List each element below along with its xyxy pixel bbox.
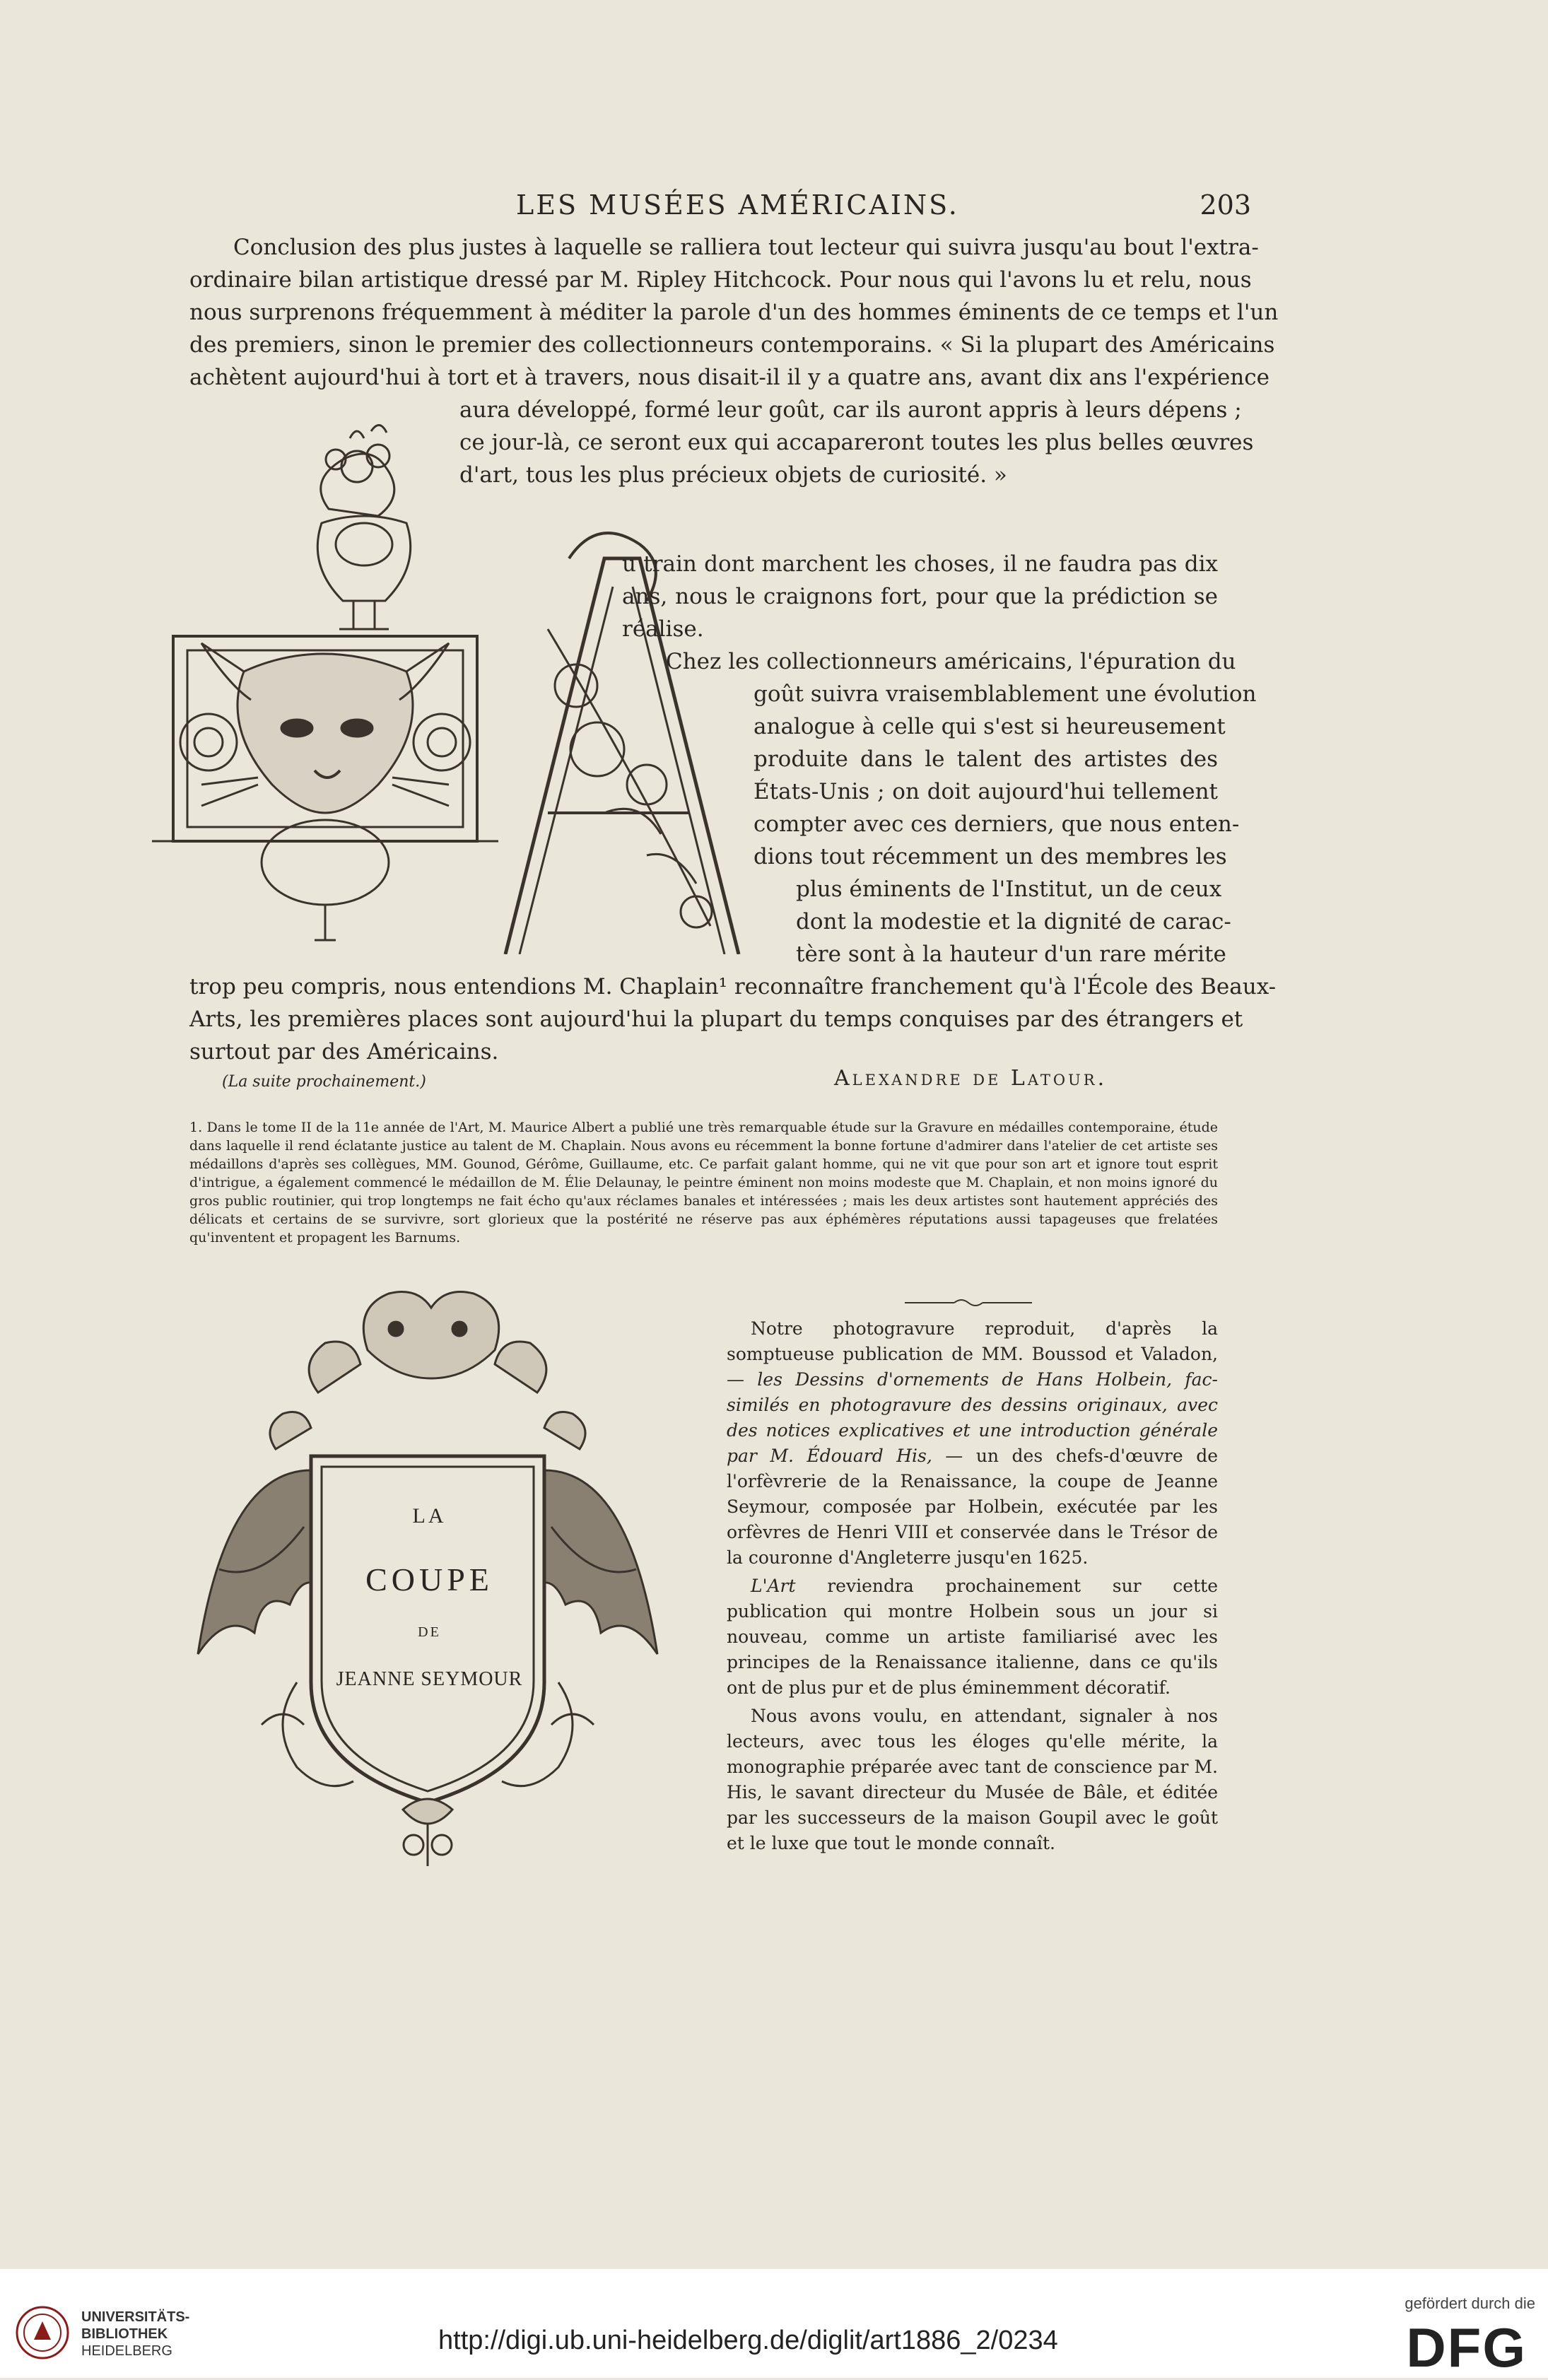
shield-line-jeanne-seymour: JEANNE SEYMOUR	[336, 1668, 523, 1690]
text-line: goût suivra vraisemblablement une évolution	[754, 681, 1257, 707]
ornamental-divider-icon	[905, 1298, 1032, 1308]
uni-line: HEIDELBERG	[81, 2343, 172, 2359]
shield-line-de: DE	[418, 1624, 441, 1640]
text-span: Notre photogravure reproduit, d'après la somptueuse publication de MM. Boussod et Valadon, —	[727, 1318, 1218, 1390]
text-line: u train dont marchent les choses, il ne faudra pas dix	[622, 551, 1218, 577]
text-line: aura développé, formé leur goût, car ils auront appris à leurs dépens ;	[459, 397, 1242, 423]
shield-line-coupe: COUPE	[365, 1561, 493, 1598]
text-line: ordinaire bilan artistique dressé par M. Ripley Hitchcock. Pour nous qui l'avons lu et relu, nous	[189, 267, 1252, 293]
text-line: nous surprenons fréquemment à méditer la parole d'un des hommes éminents de ce temps et l'un	[189, 300, 1279, 325]
text-line: Arts, les premières places sont aujourd'hui la plupart du temps conquises par des étrangers et	[189, 1007, 1243, 1032]
university-seal-icon	[14, 2304, 71, 2361]
italic-title: les Dessins d'ornements de Hans Holbein, fac-similés en photogravure des dessins originaux, avec des notices explicatives et une introduction générale par M. Édouard His,	[727, 1369, 1218, 1466]
source-url-link[interactable]: http://digi.ub.uni-heidelberg.de/diglit/art1886_2/0234	[438, 2326, 1058, 2355]
running-title: LES MUSÉES AMÉRICAINS.	[516, 189, 959, 221]
text-line: ce jour-là, ce seront eux qui accapareront toutes les plus belles œuvres	[459, 430, 1254, 455]
text-line: plus éminents de l'Institut, un de ceux	[796, 877, 1222, 902]
page-number: 203	[1200, 189, 1251, 221]
right-paragraph-2	[727, 1573, 1218, 1701]
text-line: Chez les collectionneurs américains, l'épuration du	[666, 649, 1236, 674]
text-line: surtout par des Américains.	[189, 1039, 499, 1065]
text-line: Conclusion des plus justes à laquelle se ralliera tout lecteur qui suivra jusqu'au bout l'extra-	[233, 235, 1259, 260]
text-span: — un des chefs-d'œuvre de l'orfèvrerie de la Renaissance, la coupe de Jeanne Seymour, composée par Holbein, exécutée par les orfèvres de Henri VIII et conservée dans le Trésor de la couronne d'Angleterre jusqu'en 1625.	[727, 1446, 1218, 1568]
text-line: ans, nous le craignons fort, pour que la prédiction se	[622, 584, 1218, 609]
right-paragraph-3: Nous avons voulu, en attendant, signaler à nos lecteurs, avec tous les éloges qu'elle mérite, la monographie préparée avec tant de conscience par M. His, le savant directeur du Musée de Bâle, et éditée par les successeurs de la maison Goupil avec le goût et le luxe que tout le monde connaît.	[727, 1706, 1218, 1853]
dfg-logo: DFG	[1406, 2316, 1527, 2379]
text-line: dions tout récemment un des membres les	[754, 844, 1227, 869]
uni-line: UNIVERSITÄTS-	[81, 2309, 190, 2325]
running-header	[191, 189, 1251, 232]
author-signature: Alexandre de Latour.	[834, 1066, 1108, 1091]
text-line: réalise.	[622, 616, 704, 642]
text-line: des premiers, sinon le premier des collectionneurs contemporains. « Si la plupart des Américains	[189, 332, 1275, 358]
continuation-note: (La suite prochainement.)	[222, 1073, 426, 1091]
footnote: 1. Dans le tome II de la 11e année de l'Art, M. Maurice Albert a publié une très remarquable étude sur la Gravure en médailles contemporaine, étude dans laquelle il rend éclatante justice au talent de M. Chaplain. Nous avons eu récemment la bonne fortune d'admirer dans l'atelier de cet artiste ses médaillons d'après ses collègues, MM. Gounod, Gérôme, Guillaume, etc. Ce parfait galant homme, qui ne vit que pour son art et ignore tout esprit d'intrigue, a également commencé le médaillon de M. Élie Delaunay, le peintre éminent non moins modeste que M. Chaplain, et non moins ignoré du gros public routinier, qui trop longtemps ne fait écho qu'aux réclames banales et intéressées ; mais les deux artistes sont hautement appréciés des délicats et certains de se survivre, sort glorieux que la postérité ne réserve pas aux éphémères réputations aussi tapageuses que frelatées qu'inventent et propagent les Barnums.	[189, 1120, 1218, 1245]
footer-bar	[0, 2269, 1548, 2378]
text-line: trop peu compris, nous entendions M. Chaplain¹ reconnaître franchement qu'à l'École des Beaux-	[189, 974, 1277, 1000]
text-line: tère sont à la hauteur d'un rare mérite	[796, 942, 1226, 967]
text-line: compter avec ces derniers, que nous enten-	[754, 811, 1240, 837]
text-line: achètent aujourd'hui à tort et à travers, nous disait-il il y a quatre ans, avant dix ans l'expérience	[189, 365, 1270, 390]
text-line: analogue à celle qui s'est si heureusement	[754, 714, 1226, 739]
university-name	[81, 2309, 189, 2360]
right-paragraph-1	[727, 1316, 1218, 1571]
text-line: produite dans le talent des artistes des	[754, 746, 1218, 772]
italic-title: L'Art	[751, 1576, 796, 1596]
text-line: d'art, tous les plus précieux objets de curiosité. »	[459, 462, 1007, 488]
shield-line-la: LA	[412, 1504, 447, 1528]
uni-line: BIBLIOTHEK	[81, 2326, 168, 2342]
text-line: États-Unis ; on doit aujourd'hui tellement	[754, 779, 1218, 804]
funding-label: gefördert durch die	[1405, 2294, 1535, 2312]
text-line: dont la modestie et la dignité de carac-	[796, 909, 1231, 934]
right-column-text	[727, 1316, 1218, 1859]
drop-cap-ornament-icon	[152, 417, 763, 954]
text-span: reviendra prochainement sur cette publication qui montre Holbein sous un jour si nouveau, comme un artiste familiarisé avec les principes de la Renaissance italienne, dans ce qu'ils ont de plus pur et de plus éminemment décoratif.	[727, 1576, 1218, 1698]
